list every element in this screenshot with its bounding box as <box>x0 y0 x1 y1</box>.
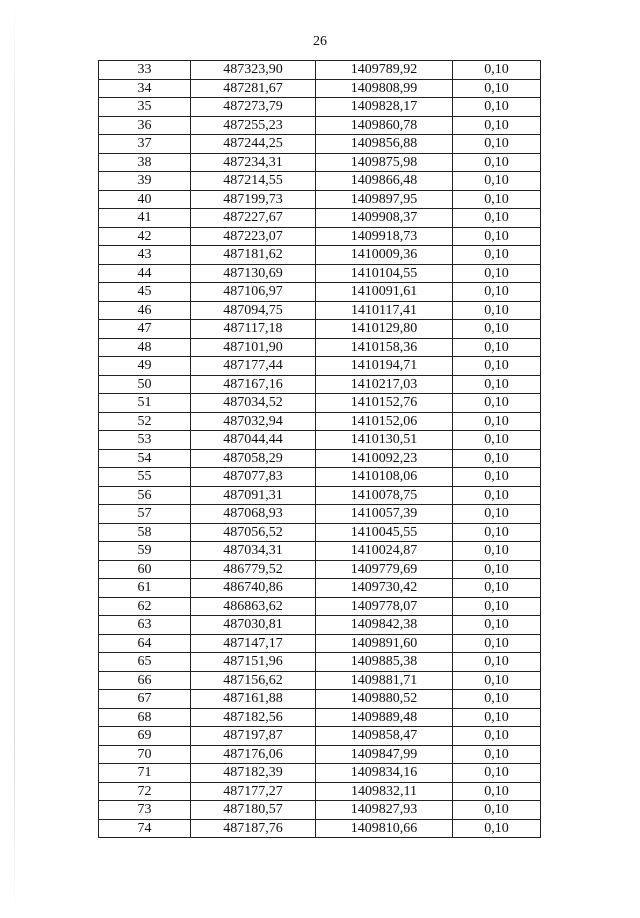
point-number-cell: 71 <box>99 764 191 783</box>
accuracy-cell: 0,10 <box>453 98 541 117</box>
accuracy-cell: 0,10 <box>453 209 541 228</box>
table-row <box>99 246 541 265</box>
x-coordinate-cell: 487161,88 <box>191 690 316 709</box>
y-coordinate-cell: 1409860,78 <box>316 116 453 135</box>
point-number-cell: 39 <box>99 172 191 191</box>
x-coordinate-cell: 487182,39 <box>191 764 316 783</box>
y-coordinate-cell: 1409779,69 <box>316 560 453 579</box>
accuracy-cell: 0,10 <box>453 153 541 172</box>
table-row <box>99 394 541 413</box>
table-row <box>99 579 541 598</box>
y-coordinate-cell: 1410009,36 <box>316 246 453 265</box>
accuracy-cell: 0,10 <box>453 61 541 80</box>
y-coordinate-cell: 1409834,16 <box>316 764 453 783</box>
point-number-cell: 35 <box>99 98 191 117</box>
point-number-cell: 48 <box>99 338 191 357</box>
y-coordinate-cell: 1410152,76 <box>316 394 453 413</box>
x-coordinate-cell: 487147,17 <box>191 634 316 653</box>
y-coordinate-cell: 1409881,71 <box>316 671 453 690</box>
point-number-cell: 41 <box>99 209 191 228</box>
x-coordinate-cell: 487176,06 <box>191 745 316 764</box>
x-coordinate-cell: 487187,76 <box>191 819 316 838</box>
accuracy-cell: 0,10 <box>453 264 541 283</box>
accuracy-cell: 0,10 <box>453 653 541 672</box>
x-coordinate-cell: 487044,44 <box>191 431 316 450</box>
y-coordinate-cell: 1409866,48 <box>316 172 453 191</box>
x-coordinate-cell: 486863,62 <box>191 597 316 616</box>
table-row <box>99 283 541 302</box>
table-row <box>99 264 541 283</box>
y-coordinate-cell: 1410117,41 <box>316 301 453 320</box>
x-coordinate-cell: 486779,52 <box>191 560 316 579</box>
accuracy-cell: 0,10 <box>453 246 541 265</box>
table-row <box>99 634 541 653</box>
table-row <box>99 172 541 191</box>
point-number-cell: 40 <box>99 190 191 209</box>
table-row <box>99 505 541 524</box>
table-row <box>99 153 541 172</box>
y-coordinate-cell: 1410158,36 <box>316 338 453 357</box>
accuracy-cell: 0,10 <box>453 431 541 450</box>
y-coordinate-cell: 1410045,55 <box>316 523 453 542</box>
y-coordinate-cell: 1409891,60 <box>316 634 453 653</box>
y-coordinate-cell: 1409832,11 <box>316 782 453 801</box>
x-coordinate-cell: 487032,94 <box>191 412 316 431</box>
x-coordinate-cell: 487034,52 <box>191 394 316 413</box>
accuracy-cell: 0,10 <box>453 190 541 209</box>
accuracy-cell: 0,10 <box>453 357 541 376</box>
x-coordinate-cell: 487227,67 <box>191 209 316 228</box>
y-coordinate-cell: 1410057,39 <box>316 505 453 524</box>
x-coordinate-cell: 487077,83 <box>191 468 316 487</box>
table-row <box>99 320 541 339</box>
y-coordinate-cell: 1410152,06 <box>316 412 453 431</box>
y-coordinate-cell: 1409827,93 <box>316 801 453 820</box>
x-coordinate-cell: 487182,56 <box>191 708 316 727</box>
x-coordinate-cell: 487244,25 <box>191 135 316 154</box>
point-number-cell: 59 <box>99 542 191 561</box>
x-coordinate-cell: 487177,44 <box>191 357 316 376</box>
x-coordinate-cell: 487255,23 <box>191 116 316 135</box>
y-coordinate-cell: 1409889,48 <box>316 708 453 727</box>
x-coordinate-cell: 487106,97 <box>191 283 316 302</box>
table-row <box>99 209 541 228</box>
point-number-cell: 68 <box>99 708 191 727</box>
accuracy-cell: 0,10 <box>453 468 541 487</box>
coordinates-table <box>98 60 541 838</box>
accuracy-cell: 0,10 <box>453 412 541 431</box>
point-number-cell: 70 <box>99 745 191 764</box>
point-number-cell: 36 <box>99 116 191 135</box>
table-row <box>99 412 541 431</box>
point-number-cell: 63 <box>99 616 191 635</box>
point-number-cell: 64 <box>99 634 191 653</box>
x-coordinate-cell: 487058,29 <box>191 449 316 468</box>
accuracy-cell: 0,10 <box>453 172 541 191</box>
point-number-cell: 38 <box>99 153 191 172</box>
y-coordinate-cell: 1410091,61 <box>316 283 453 302</box>
y-coordinate-cell: 1409810,66 <box>316 819 453 838</box>
point-number-cell: 67 <box>99 690 191 709</box>
point-number-cell: 43 <box>99 246 191 265</box>
y-coordinate-cell: 1410129,80 <box>316 320 453 339</box>
page-number: 26 <box>313 34 327 49</box>
table-row <box>99 782 541 801</box>
x-coordinate-cell: 487167,16 <box>191 375 316 394</box>
x-coordinate-cell: 486740,86 <box>191 579 316 598</box>
y-coordinate-cell: 1409856,88 <box>316 135 453 154</box>
y-coordinate-cell: 1409828,17 <box>316 98 453 117</box>
accuracy-cell: 0,10 <box>453 819 541 838</box>
table-row <box>99 745 541 764</box>
point-number-cell: 51 <box>99 394 191 413</box>
x-coordinate-cell: 487156,62 <box>191 671 316 690</box>
point-number-cell: 72 <box>99 782 191 801</box>
point-number-cell: 44 <box>99 264 191 283</box>
table-row <box>99 597 541 616</box>
x-coordinate-cell: 487177,27 <box>191 782 316 801</box>
x-coordinate-cell: 487181,62 <box>191 246 316 265</box>
x-coordinate-cell: 487094,75 <box>191 301 316 320</box>
x-coordinate-cell: 487091,31 <box>191 486 316 505</box>
coordinates-table-body <box>99 61 541 838</box>
x-coordinate-cell: 487030,81 <box>191 616 316 635</box>
table-row <box>99 301 541 320</box>
x-coordinate-cell: 487151,96 <box>191 653 316 672</box>
y-coordinate-cell: 1410217,03 <box>316 375 453 394</box>
x-coordinate-cell: 487180,57 <box>191 801 316 820</box>
x-coordinate-cell: 487214,55 <box>191 172 316 191</box>
y-coordinate-cell: 1409908,37 <box>316 209 453 228</box>
point-number-cell: 74 <box>99 819 191 838</box>
accuracy-cell: 0,10 <box>453 375 541 394</box>
accuracy-cell: 0,10 <box>453 542 541 561</box>
accuracy-cell: 0,10 <box>453 690 541 709</box>
x-coordinate-cell: 487323,90 <box>191 61 316 80</box>
accuracy-cell: 0,10 <box>453 79 541 98</box>
y-coordinate-cell: 1409847,99 <box>316 745 453 764</box>
x-coordinate-cell: 487034,31 <box>191 542 316 561</box>
table-row <box>99 116 541 135</box>
y-coordinate-cell: 1409730,42 <box>316 579 453 598</box>
accuracy-cell: 0,10 <box>453 135 541 154</box>
table-row <box>99 671 541 690</box>
y-coordinate-cell: 1410104,55 <box>316 264 453 283</box>
table-row <box>99 98 541 117</box>
y-coordinate-cell: 1409897,95 <box>316 190 453 209</box>
point-number-cell: 56 <box>99 486 191 505</box>
table-row <box>99 819 541 838</box>
y-coordinate-cell: 1409808,99 <box>316 79 453 98</box>
table-row <box>99 338 541 357</box>
table-row <box>99 357 541 376</box>
point-number-cell: 66 <box>99 671 191 690</box>
y-coordinate-cell: 1409858,47 <box>316 727 453 746</box>
point-number-cell: 47 <box>99 320 191 339</box>
y-coordinate-cell: 1410078,75 <box>316 486 453 505</box>
accuracy-cell: 0,10 <box>453 616 541 635</box>
accuracy-cell: 0,10 <box>453 801 541 820</box>
x-coordinate-cell: 487223,07 <box>191 227 316 246</box>
point-number-cell: 50 <box>99 375 191 394</box>
y-coordinate-cell: 1410130,51 <box>316 431 453 450</box>
table-row <box>99 61 541 80</box>
x-coordinate-cell: 487068,93 <box>191 505 316 524</box>
y-coordinate-cell: 1410092,23 <box>316 449 453 468</box>
accuracy-cell: 0,10 <box>453 523 541 542</box>
y-coordinate-cell: 1409789,92 <box>316 61 453 80</box>
point-number-cell: 58 <box>99 523 191 542</box>
scan-edge-shadow <box>14 0 15 918</box>
table-row <box>99 801 541 820</box>
table-row <box>99 79 541 98</box>
accuracy-cell: 0,10 <box>453 486 541 505</box>
x-coordinate-cell: 487273,79 <box>191 98 316 117</box>
accuracy-cell: 0,10 <box>453 764 541 783</box>
y-coordinate-cell: 1409885,38 <box>316 653 453 672</box>
y-coordinate-cell: 1409778,07 <box>316 597 453 616</box>
accuracy-cell: 0,10 <box>453 708 541 727</box>
point-number-cell: 69 <box>99 727 191 746</box>
table-row <box>99 449 541 468</box>
accuracy-cell: 0,10 <box>453 394 541 413</box>
point-number-cell: 61 <box>99 579 191 598</box>
point-number-cell: 57 <box>99 505 191 524</box>
point-number-cell: 45 <box>99 283 191 302</box>
x-coordinate-cell: 487197,87 <box>191 727 316 746</box>
table-row <box>99 560 541 579</box>
y-coordinate-cell: 1410024,87 <box>316 542 453 561</box>
table-row <box>99 468 541 487</box>
point-number-cell: 37 <box>99 135 191 154</box>
table-row <box>99 190 541 209</box>
accuracy-cell: 0,10 <box>453 338 541 357</box>
point-number-cell: 49 <box>99 357 191 376</box>
table-row <box>99 764 541 783</box>
accuracy-cell: 0,10 <box>453 745 541 764</box>
table-row <box>99 227 541 246</box>
x-coordinate-cell: 487234,31 <box>191 153 316 172</box>
point-number-cell: 46 <box>99 301 191 320</box>
y-coordinate-cell: 1409875,98 <box>316 153 453 172</box>
y-coordinate-cell: 1409842,38 <box>316 616 453 635</box>
accuracy-cell: 0,10 <box>453 320 541 339</box>
point-number-cell: 52 <box>99 412 191 431</box>
y-coordinate-cell: 1409880,52 <box>316 690 453 709</box>
table-row <box>99 542 541 561</box>
point-number-cell: 55 <box>99 468 191 487</box>
point-number-cell: 65 <box>99 653 191 672</box>
table-row <box>99 653 541 672</box>
x-coordinate-cell: 487281,67 <box>191 79 316 98</box>
table-row <box>99 690 541 709</box>
point-number-cell: 54 <box>99 449 191 468</box>
accuracy-cell: 0,10 <box>453 579 541 598</box>
point-number-cell: 60 <box>99 560 191 579</box>
table-row <box>99 486 541 505</box>
table-row <box>99 135 541 154</box>
accuracy-cell: 0,10 <box>453 227 541 246</box>
accuracy-cell: 0,10 <box>453 782 541 801</box>
point-number-cell: 73 <box>99 801 191 820</box>
accuracy-cell: 0,10 <box>453 671 541 690</box>
x-coordinate-cell: 487199,73 <box>191 190 316 209</box>
point-number-cell: 34 <box>99 79 191 98</box>
x-coordinate-cell: 487056,52 <box>191 523 316 542</box>
table-row <box>99 708 541 727</box>
x-coordinate-cell: 487130,69 <box>191 264 316 283</box>
y-coordinate-cell: 1410194,71 <box>316 357 453 376</box>
accuracy-cell: 0,10 <box>453 634 541 653</box>
table-row <box>99 431 541 450</box>
accuracy-cell: 0,10 <box>453 727 541 746</box>
y-coordinate-cell: 1410108,06 <box>316 468 453 487</box>
accuracy-cell: 0,10 <box>453 505 541 524</box>
accuracy-cell: 0,10 <box>453 116 541 135</box>
point-number-cell: 42 <box>99 227 191 246</box>
accuracy-cell: 0,10 <box>453 560 541 579</box>
accuracy-cell: 0,10 <box>453 301 541 320</box>
accuracy-cell: 0,10 <box>453 597 541 616</box>
point-number-cell: 33 <box>99 61 191 80</box>
point-number-cell: 62 <box>99 597 191 616</box>
point-number-cell: 53 <box>99 431 191 450</box>
table-row <box>99 616 541 635</box>
table-row <box>99 375 541 394</box>
y-coordinate-cell: 1409918,73 <box>316 227 453 246</box>
accuracy-cell: 0,10 <box>453 449 541 468</box>
table-row <box>99 727 541 746</box>
x-coordinate-cell: 487101,90 <box>191 338 316 357</box>
accuracy-cell: 0,10 <box>453 283 541 302</box>
x-coordinate-cell: 487117,18 <box>191 320 316 339</box>
table-row <box>99 523 541 542</box>
